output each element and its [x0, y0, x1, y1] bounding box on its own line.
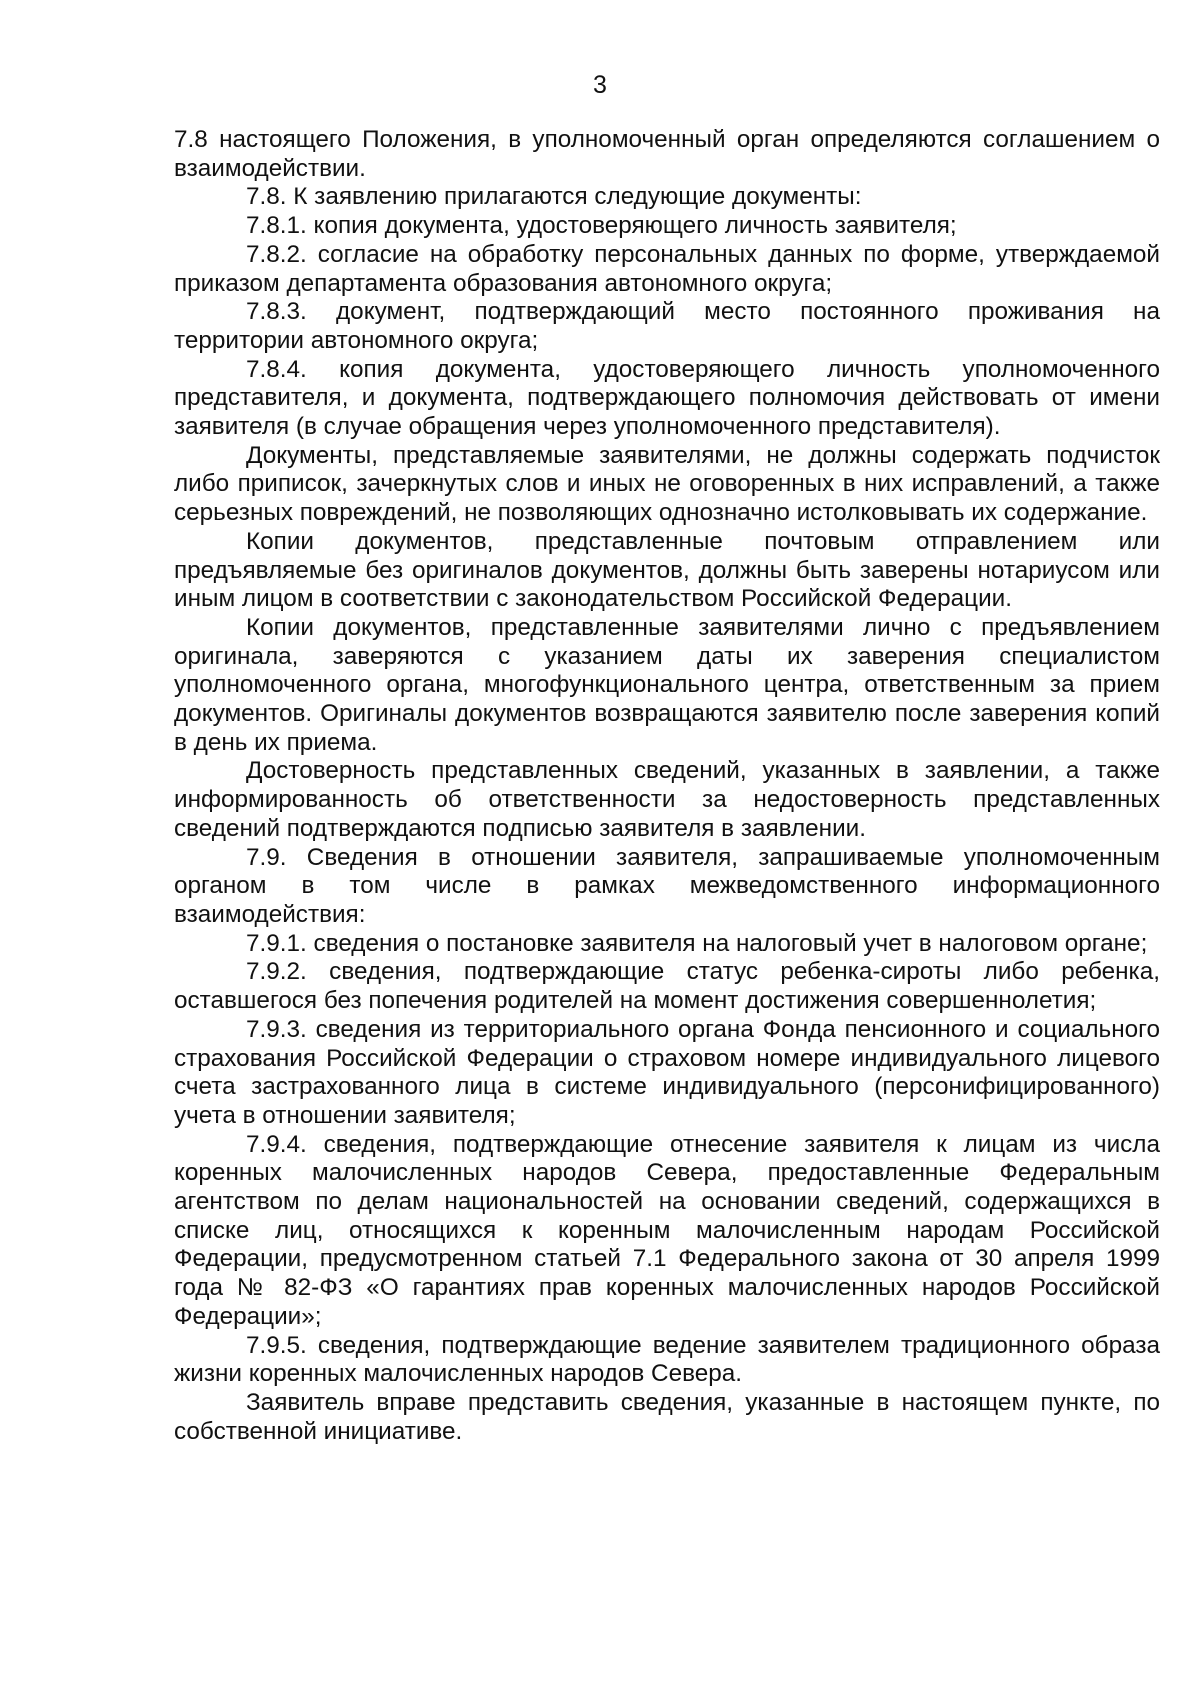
- paragraph: 7.8.3. документ, подтверждающий место постоянного проживания на территории автономного округа;: [174, 298, 1160, 354]
- paragraph: 7.8.2. согласие на обработку персональных данных по форме, утверждаемой приказом департамента образования автономного округа;: [174, 240, 1160, 297]
- paragraph: 7.9.4. сведения, подтверждающие отнесение заявителя к лицам из числа коренных малочисленных народов Севера, предоставленные Федеральным агентством по делам национальностей на основании сведений, содержащихся в списке лиц, относящихся к коренным малочисленным народам Российской Федерации, предусмотренном статьей 7.1 Федерального закона от 30 апреля 1999 года № 82-ФЗ «О гарантиях прав коренных малочисленных народов Российской Федерации»;: [174, 1130, 1160, 1330]
- paragraph: Документы, представляемые заявителями, не должны содержать подчисток либо приписок, зачеркнутых слов и иных не оговоренных в них исправлений, а также серьезных повреждений, не позволяющих однозначно истолковывать их содержание.: [174, 441, 1160, 527]
- paragraph: Копии документов, представленные заявителями лично с предъявлением оригинала, заверяются с указанием даты их заверения специалистом уполномоченного органа, многофункционального центра, ответственным за прием документов. Оригиналы документов возвращаются заявителю после заверения копий в день их приема.: [174, 613, 1160, 756]
- paragraph: Копии документов, представленные почтовым отправлением или предъявляемые без оригиналов документов, должны быть заверены нотариусом или иным лицом в соответствии с законодательством Российской Федерации.: [174, 527, 1160, 613]
- paragraph: 7.9. Сведения в отношении заявителя, запрашиваемые уполномоченным органом в том числе в рамках межведомственного информационного взаимодействия:: [174, 843, 1160, 928]
- paragraph: 7.8. К заявлению прилагаются следующие документы:: [246, 183, 862, 211]
- paragraph: Заявитель вправе представить сведения, указанные в настоящем пункте, по собственной инициативе.: [174, 1388, 1160, 1445]
- paragraph: 7.8 настоящего Положения, в уполномоченный орган определяются соглашением о взаимодействии.: [174, 126, 1160, 182]
- document-body: [174, 126, 1160, 1446]
- paragraph: 7.9.5. сведения, подтверждающие ведение заявителем традиционного образа жизни коренных малочисленных народов Севера.: [174, 1331, 1160, 1388]
- paragraph: 7.8.4. копия документа, удостоверяющего личность уполномоченного представителя, и документа, подтверждающего полномочия действовать от имени заявителя (в случае обращения через уполномоченного представителя).: [174, 355, 1160, 441]
- paragraph: 7.8.1. копия документа, удостоверяющего личность заявителя;: [246, 212, 957, 240]
- page-number: 3: [593, 71, 607, 99]
- paragraph: 7.9.2. сведения, подтверждающие статус ребенка-сироты либо ребенка, оставшегося без попечения родителей на момент достижения совершеннолетия;: [174, 958, 1160, 1015]
- paragraph: 7.9.1. сведения о постановке заявителя на налоговый учет в налоговом органе;: [246, 929, 1148, 957]
- paragraph: Достоверность представленных сведений, указанных в заявлении, а также информированность об ответственности за недостоверность представленных сведений подтверждаются подписью заявителя в заявлении.: [174, 757, 1160, 842]
- paragraph: 7.9.3. сведения из территориального органа Фонда пенсионного и социального страхования Российской Федерации о страховом номере индивидуального лицевого счета застрахованного лица в системе индивидуального (персонифицированного) учета в отношении заявителя;: [174, 1015, 1160, 1129]
